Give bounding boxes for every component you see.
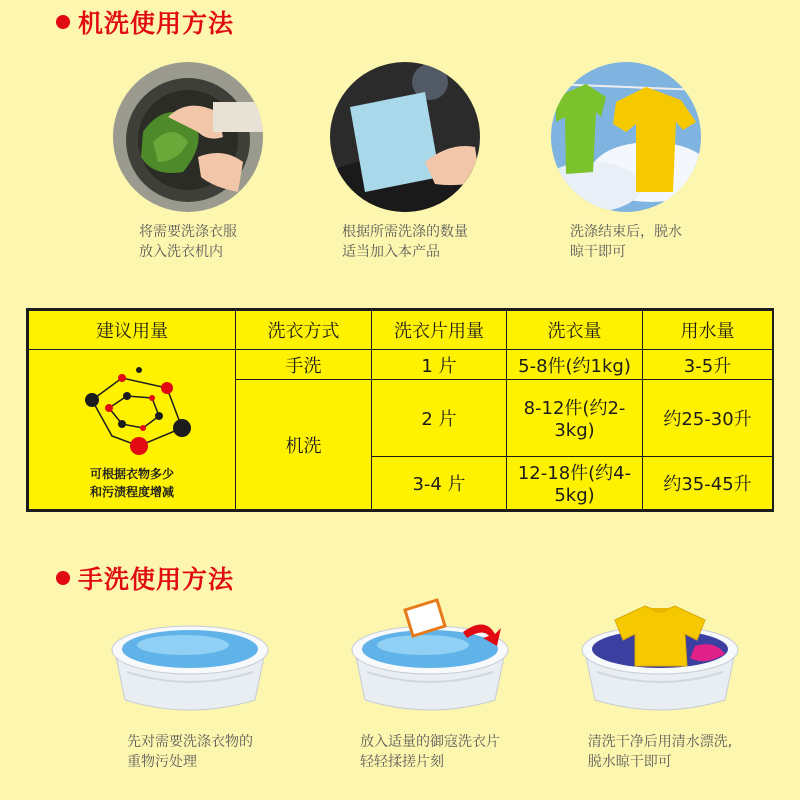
- machine-step-1: [108, 62, 268, 262]
- row-1-load: 5-8件(约1kg): [507, 350, 643, 380]
- row-3-sheets: 3-4 片: [372, 456, 507, 509]
- row-3-water: 约35-45升: [643, 456, 773, 509]
- header-sheet-amount: 洗衣片用量: [372, 311, 507, 350]
- bullet-dot-icon: [56, 15, 70, 29]
- hand-step-1: [95, 612, 285, 772]
- row-1-water: 3-5升: [643, 350, 773, 380]
- header-suggested-dosage: 建议用量: [29, 311, 236, 350]
- machine-step-2-caption: 根据所需洗涤的数量 适当加入本产品: [342, 224, 468, 260]
- hand-wash-title-text: 手洗使用方法: [78, 565, 235, 594]
- method-hand-wash: 手洗: [236, 350, 372, 380]
- dosage-illustration-cell: [29, 350, 236, 510]
- hand-step-2-caption: 放入适量的御寇洗衣片 轻轻揉搓片刻: [360, 734, 500, 770]
- row-3-load: 12-18件(约4-5kg): [507, 456, 643, 509]
- basin-clothes-icon: [575, 596, 745, 722]
- bullet-dot-icon: [56, 571, 70, 585]
- row-1-sheets: 1 片: [372, 350, 507, 380]
- drying-clothes-image: [551, 62, 701, 212]
- header-water-amount: 用水量: [643, 311, 773, 350]
- row-2-load: 8-12件(约2-3kg): [507, 380, 643, 457]
- machine-step-3-caption: 洗涤结束后，脱水 晾干即可: [570, 224, 682, 260]
- basin-sheet-icon: [345, 596, 515, 722]
- header-wash-method: 洗衣方式: [236, 311, 372, 350]
- hand-step-2: [330, 596, 530, 772]
- hand-step-3-caption: 清洗干净后用清水漂洗, 脱水晾干即可: [587, 734, 733, 770]
- row-2-water: 约25-30升: [643, 380, 773, 457]
- machine-wash-title: [56, 4, 234, 40]
- hand-wash-title: [56, 560, 234, 596]
- table-header-row: [29, 311, 773, 350]
- machine-step-2: [320, 62, 490, 262]
- table-row: [29, 350, 773, 380]
- hand-step-1-caption: 先对需要洗涤衣物的 重物污处理: [127, 734, 253, 770]
- row-2-sheets: 2 片: [372, 380, 507, 457]
- machine-step-1-caption: 将需要洗涤衣服 放入洗衣机内: [139, 224, 237, 260]
- machine-step-3: [546, 62, 706, 262]
- machine-wash-title-text: 机洗使用方法: [78, 9, 235, 38]
- molecule-icon: [67, 358, 197, 458]
- method-machine-wash: 机洗: [236, 380, 372, 510]
- washing-sheet-image: [330, 62, 480, 212]
- basin-water-icon: [105, 612, 275, 722]
- washer-drum-image: [113, 62, 263, 212]
- dosage-note: 可根据衣物多少 和污渍程度增减: [89, 467, 174, 499]
- header-laundry-amount: 洗衣量: [507, 311, 643, 350]
- usage-table: [26, 308, 774, 512]
- hand-step-3: [560, 596, 760, 772]
